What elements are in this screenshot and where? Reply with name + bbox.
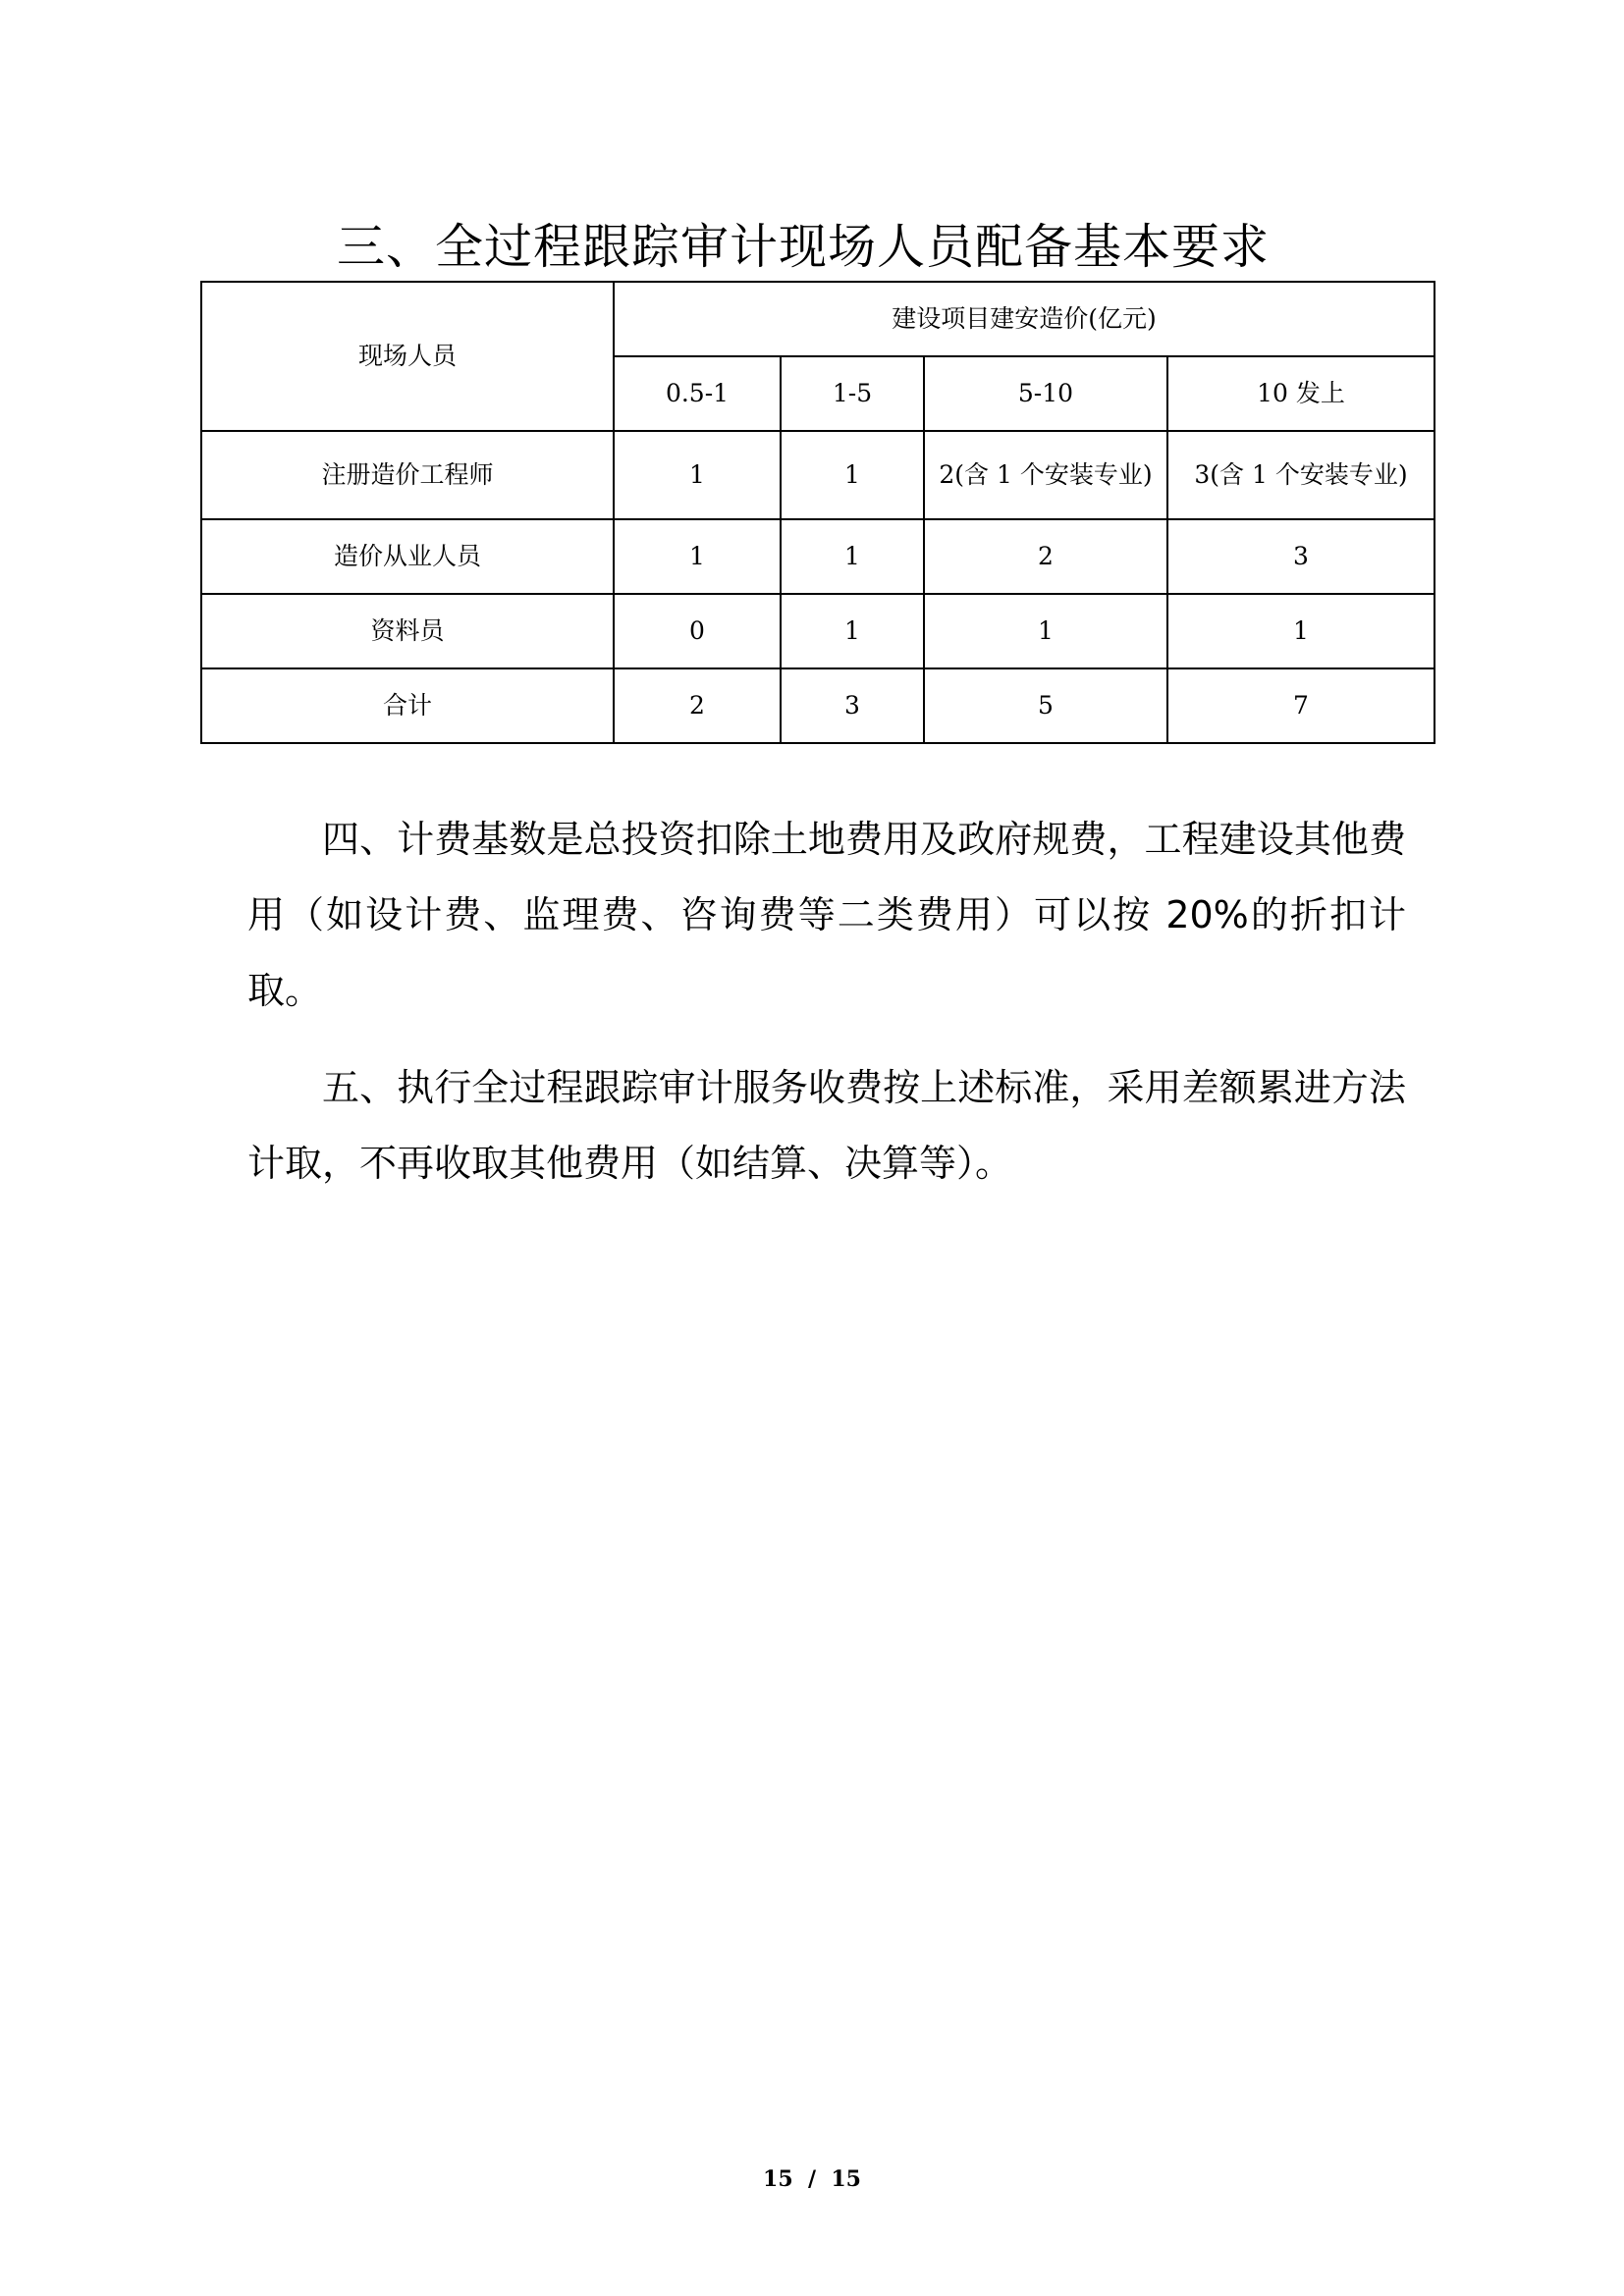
value-cell: 1: [781, 431, 924, 519]
row-label-cell: 合计: [201, 668, 614, 743]
value-cell: 5: [924, 668, 1167, 743]
value-cell: 7: [1167, 668, 1435, 743]
table-row: [201, 594, 1435, 668]
value-cell: 2: [614, 668, 781, 743]
range-header-cell: 5-10: [924, 356, 1167, 431]
range-header-cell: 10 发上: [1167, 356, 1435, 431]
value-cell: 2(含 1 个安装专业): [924, 431, 1167, 519]
value-cell: 3: [1167, 519, 1435, 594]
value-cell: 1: [781, 594, 924, 668]
paragraph-fee-method: 五、执行全过程跟踪审计服务收费按上述标准，采用差额累进方法计取，不再收取其他费用（如结算、决算等）。: [247, 1066, 1406, 1185]
table-row: [201, 431, 1435, 519]
row-label-cell: 注册造价工程师: [201, 431, 614, 519]
row-label-cell: 造价从业人员: [201, 519, 614, 594]
value-cell: 1: [614, 519, 781, 594]
table-header-row: [201, 282, 1435, 356]
value-cell: 3: [781, 668, 924, 743]
page-number: 15 / 15: [763, 2166, 861, 2192]
value-cell: 2: [924, 519, 1167, 594]
range-header-cell: 0.5-1: [614, 356, 781, 431]
cost-group-header-cell: 建设项目建安造价(亿元): [614, 282, 1435, 356]
staff-header-cell: 现场人员: [201, 282, 614, 431]
row-label-cell: 资料员: [201, 594, 614, 668]
value-cell: 1: [1167, 594, 1435, 668]
table-row: [201, 519, 1435, 594]
value-cell: 1: [614, 431, 781, 519]
paragraph-fee-base: 四、计费基数是总投资扣除土地费用及政府规费，工程建设其他费用（如设计费、监理费、咨询费等二类费用）可以按 20%的折扣计取。: [247, 818, 1406, 1012]
range-header-cell: 1-5: [781, 356, 924, 431]
table-row: [201, 668, 1435, 743]
value-cell: 3(含 1 个安装专业): [1167, 431, 1435, 519]
staffing-table: [200, 281, 1435, 744]
value-cell: 1: [781, 519, 924, 594]
section-title: 三、全过程跟踪审计现场人员配备基本要求: [337, 219, 1271, 275]
value-cell: 0: [614, 594, 781, 668]
value-cell: 1: [924, 594, 1167, 668]
